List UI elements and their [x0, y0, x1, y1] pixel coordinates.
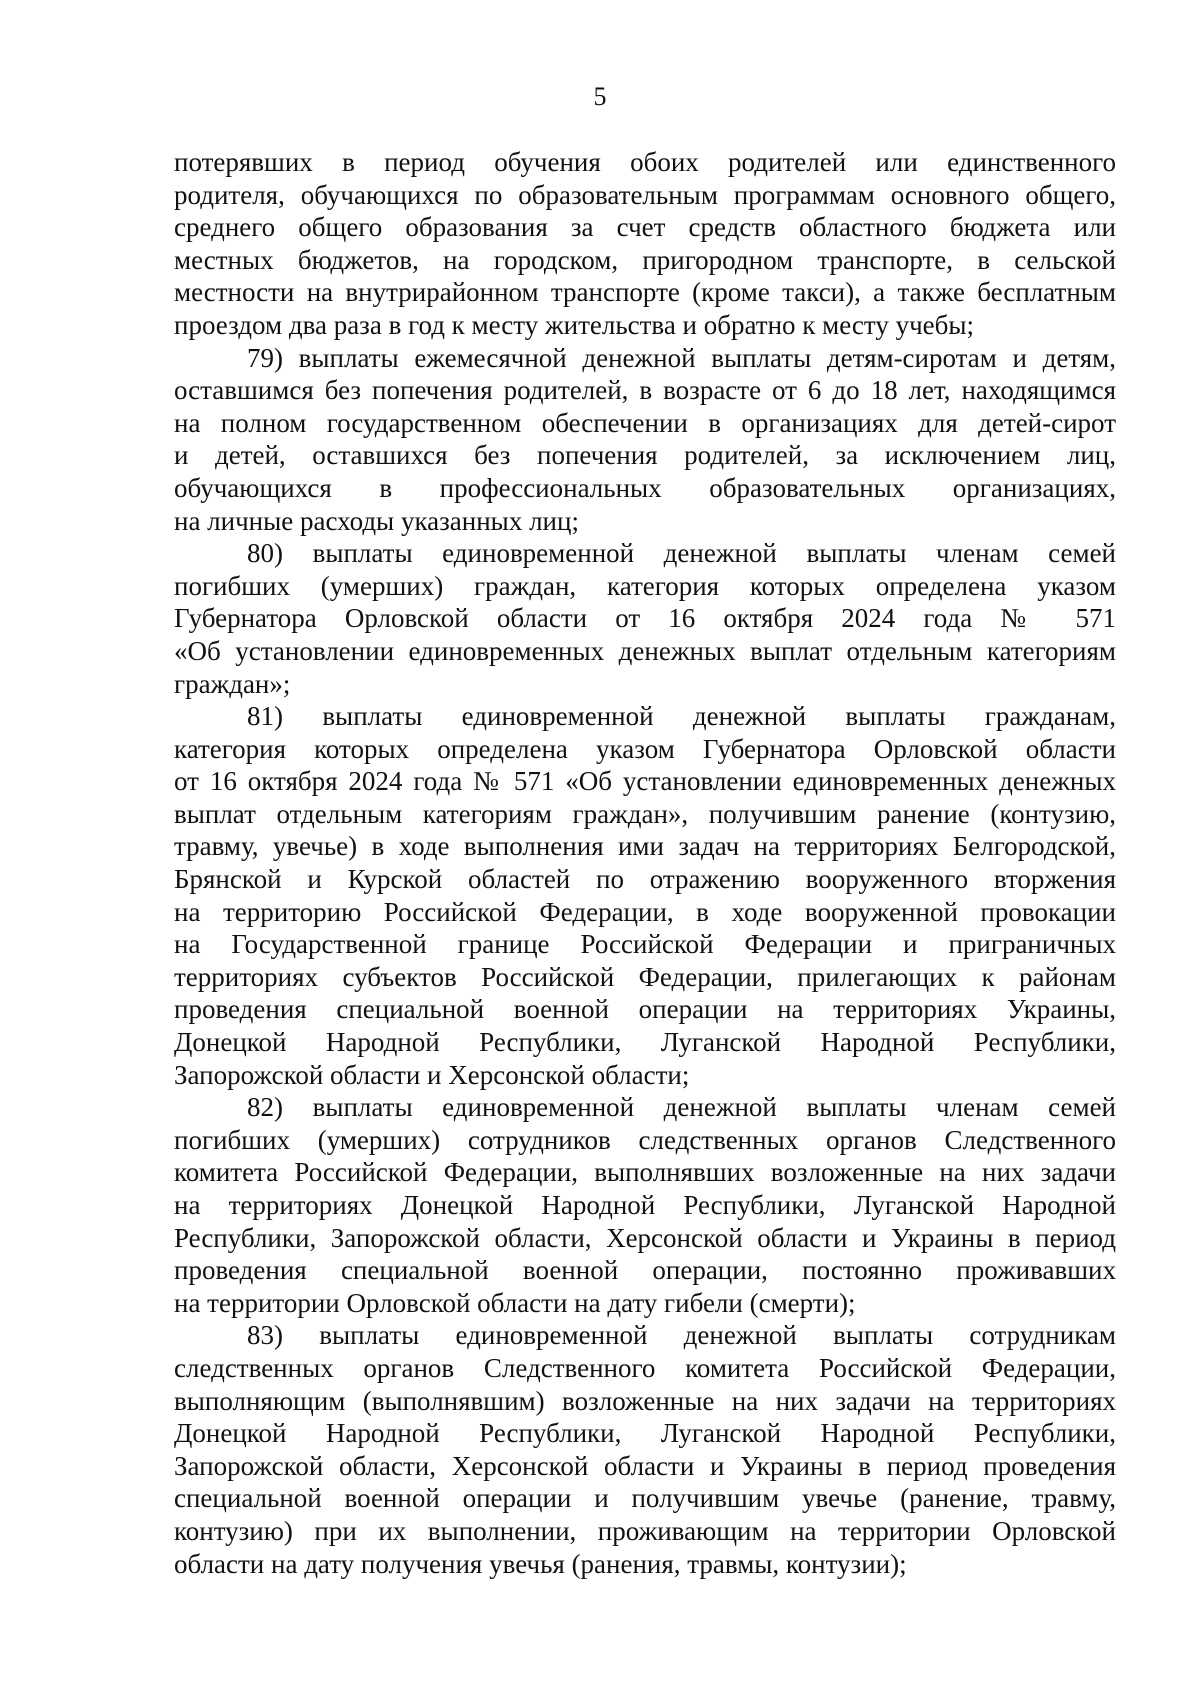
text-line: контузию) при их выполнении, проживающим на территории Орловской [174, 1515, 1116, 1546]
text-line: специальной военной операции и получившим увечье (ранение, травму, [174, 1483, 1116, 1514]
text-line: и детей, оставшихся без попечения родителей, за исключением лиц, [174, 440, 1116, 471]
text-line: погибших (умерших) сотрудников следственных органов Следственного [174, 1124, 1116, 1155]
text-line: граждан»; [174, 668, 291, 699]
text-line: проведения специальной военной операции, постоянно проживавших [174, 1255, 1116, 1286]
text-line: категория которых определена указом Губернатора Орловской области [174, 733, 1116, 764]
text-line: от 16 октября 2024 года № 571 «Об установлении единовременных денежных [174, 766, 1116, 797]
text-line: области на дату получения увечья (ранения, травмы, контузии); [174, 1548, 907, 1579]
text-line: Республики, Запорожской области, Херсонской области и Украины в период [174, 1222, 1116, 1253]
text-line: следственных органов Следственного комитета Российской Федерации, [174, 1352, 1116, 1383]
text-line: Брянской и Курской областей по отражению вооруженного вторжения [174, 864, 1116, 895]
text-line: Запорожской области, Херсонской области и Украины в период проведения [174, 1450, 1116, 1481]
text-line: родителя, обучающихся по образовательным программам основного общего, [174, 179, 1116, 210]
text-line: погибших (умерших) граждан, категория которых определена указом [174, 570, 1116, 601]
text-line: 82) выплаты единовременной денежной выплаты членам семей [247, 1092, 1116, 1123]
text-line: на личные расходы указанных лиц; [174, 505, 579, 536]
text-line: 83) выплаты единовременной денежной выплаты сотрудникам [247, 1320, 1116, 1351]
text-line: выполняющим (выполнявшим) возложенные на них задачи на территориях [174, 1385, 1116, 1416]
text-line: 79) выплаты ежемесячной денежной выплаты детям-сиротам и детям, [247, 342, 1116, 373]
text-line: на территорию Российской Федерации, в ходе вооруженной провокации [174, 896, 1116, 927]
text-line: 81) выплаты единовременной денежной выплаты гражданам, [247, 701, 1116, 732]
page-number: 5 [593, 82, 607, 111]
text-line: местных бюджетов, на городском, пригородном транспорте, в сельской [174, 244, 1116, 275]
text-line: на территориях Донецкой Народной Республики, Луганской Народной [174, 1190, 1116, 1220]
text-line: среднего общего образования за счет средств областного бюджета или [174, 212, 1116, 243]
text-line: Донецкой Народной Республики, Луганской Народной Республики, [174, 1027, 1116, 1058]
text-line: на Государственной границе Российской Федерации и приграничных [174, 929, 1116, 960]
text-line: потерявших в период обучения обоих родителей или единственного [174, 147, 1116, 177]
document-body [174, 146, 1116, 1580]
text-line: обучающихся в профессиональных образовательных организациях, [174, 472, 1116, 503]
text-line: Запорожской области и Херсонской области; [174, 1059, 690, 1090]
text-line: комитета Российской Федерации, выполнявших возложенные на них задачи [174, 1157, 1116, 1188]
text-line: 80) выплаты единовременной денежной выплаты членам семей [247, 538, 1116, 569]
text-line: Донецкой Народной Республики, Луганской Народной Республики, [174, 1418, 1116, 1449]
text-line: проездом два раза в год к месту жительства и обратно к месту учебы; [174, 309, 975, 340]
text-line: на полном государственном обеспечении в организациях для детей-сирот [174, 407, 1116, 438]
text-line: на территории Орловской области на дату гибели (смерти); [174, 1287, 856, 1318]
text-line: территориях субъектов Российской Федерации, прилегающих к районам [174, 961, 1116, 992]
text-line: выплат отдельным категориям граждан», получившим ранение (контузию, [174, 798, 1116, 829]
text-line: проведения специальной военной операции на территориях Украины, [174, 994, 1116, 1025]
text-line: Губернатора Орловской области от 16 октября 2024 года № 571 [174, 603, 1116, 634]
text-line: оставшимся без попечения родителей, в возрасте от 6 до 18 лет, находящимся [174, 375, 1116, 406]
text-line: местности на внутрирайонном транспорте (кроме такси), а также бесплатным [174, 277, 1116, 308]
text-line: «Об установлении единовременных денежных выплат отдельным категориям [174, 635, 1116, 666]
text-line: травму, увечье) в ходе выполнения ими задач на территориях Белгородской, [174, 831, 1116, 862]
